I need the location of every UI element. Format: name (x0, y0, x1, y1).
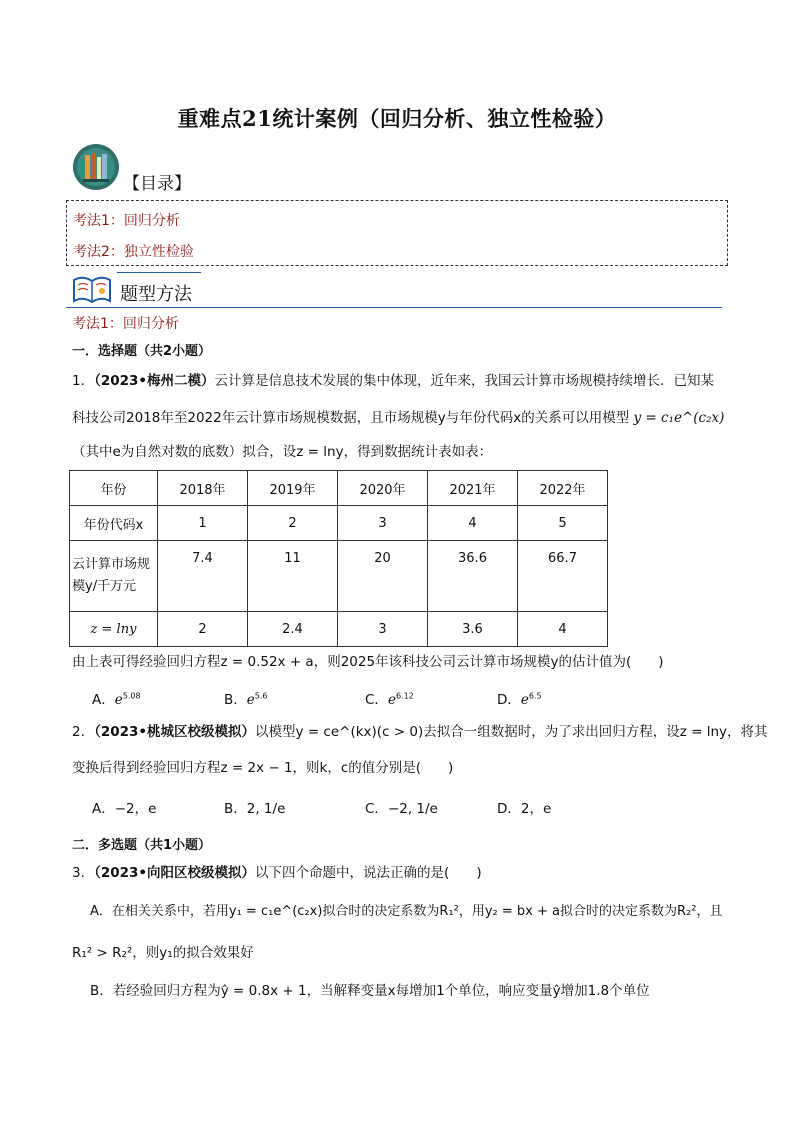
q3-option-a-line-2: R₁² > R₂²，则y₁的拟合效果好 (72, 945, 254, 961)
q1-text-2: 科技公司2018年至2022年云计算市场规模数据，且市场规模y与年份代码x的关系可以用模型 (72, 410, 630, 426)
table-header-cell: 2021年 (428, 471, 518, 506)
q1-line-3: （其中e为自然对数的底数）拟合，设z = lny，得到数据统计表如表： (72, 444, 493, 460)
table-cell: 4 (428, 506, 518, 541)
option-exponent: 5.08 (122, 691, 141, 701)
q3-line-1 (72, 864, 724, 882)
table-header-cell: 年份 (70, 471, 158, 506)
page-title: 重难点21统计案例（回归分析、独立性检验） (177, 106, 617, 131)
option-label: B． (224, 801, 247, 817)
q1-text-1: 云计算是信息技术发展的集中体现，近年来，我国云计算市场规模持续增长．已知某 (214, 373, 715, 389)
q2-source: （2023•桃城区校级模拟） (94, 724, 256, 740)
option-label: C． (365, 801, 388, 817)
table-cell: 3.6 (428, 612, 518, 647)
option-text: −2，e (114, 801, 157, 817)
q1-line-1 (72, 372, 724, 390)
table-cell: 3 (338, 612, 428, 647)
table-cell: 4 (518, 612, 608, 647)
toc-box (66, 200, 728, 266)
table-row (70, 541, 608, 612)
q1-line-2 (72, 409, 724, 427)
q1-option-b[interactable]: B．$e^{5.6}$ (224, 691, 268, 708)
table-cell: 11 (248, 541, 338, 612)
table-header-cell: 2019年 (248, 471, 338, 506)
part-2-label: 二．多选题（共1小题） (72, 838, 212, 853)
section-rule (66, 307, 722, 308)
section-heading: 题型方法 (120, 284, 192, 305)
table-cell: 7.4 (158, 541, 248, 612)
table-header-cell: 2022年 (518, 471, 608, 506)
q3-text-1: 以下四个命题中，说法正确的是( ) (255, 865, 482, 881)
option-label: A． (92, 692, 115, 708)
option-label: D． (497, 692, 521, 708)
section-top-rule (117, 272, 201, 273)
q1-option-c[interactable]: C．$e^{6.12}$ (365, 691, 414, 708)
option-label: B． (224, 692, 247, 708)
q3-option-b[interactable]: B．若经验回归方程为ŷ = 0.8x + 1，当解释变量x每增加1个单位，响应变量ŷ增加1.8个单位 (90, 983, 650, 999)
table-header-cell: 2020年 (338, 471, 428, 506)
table-cell: 66.7 (518, 541, 608, 612)
option-exponent: 5.6 (254, 691, 268, 701)
table-cell: z = lny (70, 612, 158, 647)
table-row (70, 506, 608, 541)
q1-option-a[interactable]: A．$e^{5.08}$ (92, 691, 141, 708)
q2-option-b[interactable] (224, 797, 285, 817)
table-cell: 2 (248, 506, 338, 541)
table-cell: 1 (158, 506, 248, 541)
subsection-heading: 考法1：回归分析 (72, 316, 179, 332)
table-row (70, 612, 608, 647)
q3-option-a-line-1[interactable]: A．在相关关系中，若用y₁ = c₁e^(c₂x)拟合时的决定系数为R₁²，用y₂ = bx + a拟合时的决定系数为R₂²，且 (90, 904, 723, 919)
option-exponent: 6.12 (395, 691, 414, 701)
toc-item-1[interactable]: 考法1：回归分析 (73, 213, 180, 229)
option-exponent: 6.5 (528, 691, 542, 701)
table-cell: 3 (338, 506, 428, 541)
part-1-label: 一．选择题（共2小题） (72, 344, 212, 359)
q2-option-d[interactable] (497, 797, 551, 817)
toc-heading: 【目录】 (123, 174, 191, 194)
table-cell: 年份代码x (70, 506, 158, 541)
q2-line-1 (72, 723, 768, 741)
q3-number: 3． (72, 865, 95, 881)
table-cell: 5 (518, 506, 608, 541)
table-cell: 2 (158, 612, 248, 647)
option-label: D． (497, 801, 521, 817)
option-label: A． (92, 801, 115, 817)
table-cell: 36.6 (428, 541, 518, 612)
q2-line-2: 变换后得到经验回归方程z = 2x − 1，则k，c的值分别是( ) (72, 760, 454, 776)
q2-number: 2． (72, 724, 95, 740)
q1-option-d[interactable]: D．$e^{6.5}$ (497, 691, 542, 708)
table-cell: 20 (338, 541, 428, 612)
q1-number: 1． (72, 373, 95, 389)
table-cell (70, 541, 158, 612)
table-cell-line: 云计算市场规 (72, 557, 151, 572)
q1-line-4: 由上表可得经验回归方程z = 0.52x + a，则2025年该科技公司云计算市场规模y的估计值为( ) (72, 654, 664, 670)
q2-text-1: 以模型y = ce^(kx)(c > 0)去拟合一组数据时，为了求出回归方程，设z = lny，将其 (255, 724, 768, 740)
q1-model: y = c₁e^(c₂x) (633, 410, 725, 426)
table-cell: 2.4 (248, 612, 338, 647)
option-label: C． (365, 692, 388, 708)
option-text: 2, 1/e (246, 801, 286, 817)
toc-item-2[interactable]: 考法2：独立性检验 (73, 244, 194, 260)
q3-source: （2023•向阳区校级模拟） (94, 865, 256, 881)
table-header-cell: 2018年 (158, 471, 248, 506)
table-cell-line: 模y/千万元 (72, 579, 137, 594)
data-table (69, 470, 608, 647)
q1-source: （2023•梅州二模） (94, 373, 215, 389)
table-row (70, 471, 608, 506)
option-text: 2，e (520, 801, 552, 817)
q2-option-a[interactable] (92, 797, 156, 817)
open-book-icon (70, 272, 114, 306)
q2-option-c[interactable] (365, 797, 438, 817)
books-logo-icon (72, 143, 120, 191)
option-text: −2, 1/e (387, 801, 438, 817)
